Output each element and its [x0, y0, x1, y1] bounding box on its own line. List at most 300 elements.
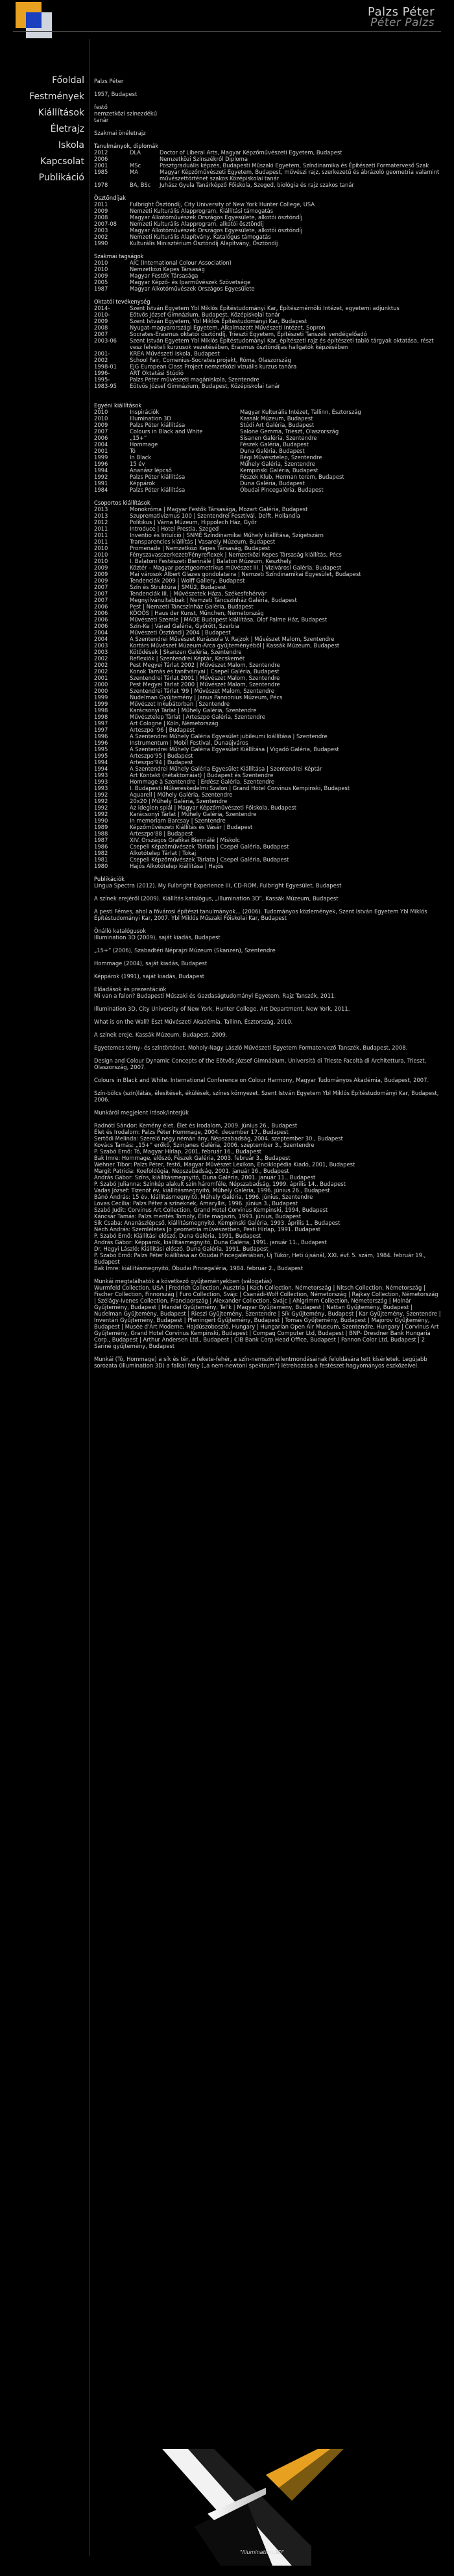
solo-year: 1996	[94, 461, 108, 467]
group-row	[94, 850, 441, 856]
bio-line: Szakmai önéletrajz	[94, 130, 146, 136]
solo-row	[94, 448, 441, 454]
solo-row	[94, 480, 441, 487]
solo-title: 15 év	[130, 461, 145, 467]
solo-venue: Kempinski Galéria, Budapest	[240, 467, 318, 474]
spacer	[94, 188, 441, 195]
sidebar-divider	[89, 39, 90, 2556]
group-desc: Képzőművészeti Kiállítás és Vásár | Budapest	[130, 824, 253, 830]
group-year: 2000	[94, 681, 108, 688]
solo-row	[94, 415, 441, 422]
publication-paragraph: Design and Colour Dynamic Concepts of the Eötvös József Gimnázium, Università di Trieste Facoltà di Architettura, Trieszt, Olaszország, 2007.	[94, 1057, 428, 1070]
group-row	[94, 817, 441, 824]
solo-venue: Duna Galéria, Budapest	[240, 480, 305, 487]
group-year: 1996	[94, 740, 108, 746]
teaching-desc: Szent István Egyetem, Ybl Miklós Építéstudományi Kar, Budapest	[130, 318, 307, 324]
group-row	[94, 525, 441, 532]
grant-row	[94, 221, 441, 227]
group-desc: Hommage à Szentendre | Erdész Galéria, Szentendre	[130, 778, 275, 785]
group-desc: Tendenciák III. | Művészetek Háza, Székesfehérvár	[130, 590, 267, 597]
diploma-degree: MSc	[130, 162, 141, 169]
group-year: 2002	[94, 662, 108, 668]
solo-year: 2007	[94, 428, 108, 435]
grant-desc: Fulbright Ösztöndíj, City University of New York Hunter College, USA	[130, 201, 315, 208]
teaching-row	[94, 350, 441, 357]
site-title-main: Palzs Péter	[368, 5, 435, 19]
diploma-desc: Magyar Képzőművészeti Egyetem, Budapest, művészi rajz, szerkezetű és ábrázoló geometria valamint művészettörténet szakos Középiskolai tanár	[160, 169, 440, 182]
bio-line: 1957, Budapest	[94, 91, 137, 97]
grant-year: 2009	[94, 208, 108, 214]
group-desc: Kötődések | Skanzen Galéria, Szentendre	[130, 649, 242, 655]
group-year: 1997	[94, 720, 108, 727]
spacer	[94, 136, 441, 143]
teaching-row	[94, 357, 441, 363]
teaching-year: 2001-	[94, 350, 110, 357]
diploma-year: 2012	[94, 149, 108, 156]
group-desc: Szupremativizmus 100 | Szentendrei Fesztivál, Delft, Hollandia	[130, 512, 300, 519]
nav-item-paintings[interactable]: Festmények	[29, 91, 84, 102]
teaching-row	[94, 324, 441, 331]
group-row	[94, 538, 441, 545]
grant-year: 2007-08	[94, 221, 117, 227]
group-year: 2002	[94, 668, 108, 675]
bio-line: Palzs Péter	[94, 78, 124, 84]
grant-row	[94, 227, 441, 234]
teaching-desc: Socrates-Erasmus oktatói ösztöndíj, Trieszti Egyetem, Építészeti Tanszék vendégelőadó	[130, 331, 367, 337]
group-desc: Inventio és Intuíció | SNMÉ Színdinamikai Műhely kiállítása, Szigetszárn	[130, 532, 324, 538]
solo-title: Palzs Péter kiállítása	[130, 422, 185, 428]
logo-blue-square	[26, 12, 42, 28]
solo-year: 1999	[94, 454, 108, 461]
group-year: 2007	[94, 584, 108, 590]
spacer	[94, 123, 441, 130]
group-desc: Arteszpo '96 | Budapest	[130, 727, 195, 733]
group-row	[94, 584, 441, 590]
group-row	[94, 759, 441, 765]
group-year: 1993	[94, 778, 108, 785]
teaching-row	[94, 363, 441, 370]
group-row	[94, 765, 441, 772]
group-desc: Pest Megyei Tárlat 2002 | Művészet Malom, Szentendre	[130, 662, 280, 668]
group-row	[94, 798, 441, 804]
solo-year: 2001	[94, 448, 108, 454]
diploma-row	[94, 182, 441, 188]
spacer	[94, 1012, 441, 1018]
membership-year: 2010	[94, 266, 108, 272]
diploma-degree	[130, 156, 160, 162]
group-desc: Monokróma | Magyar Festők Társasága, Mozart Galéria, Budapest	[130, 506, 308, 512]
membership-year: 1987	[94, 285, 108, 292]
group-year: 2007	[94, 590, 108, 597]
group-desc: Művésztelep Tárlat | Arteszpo Galéria, Szentendre	[130, 714, 265, 720]
bio-line: tanár	[94, 117, 109, 123]
group-desc: Aquarell | Műhely Galéria, Szentendre	[130, 791, 233, 798]
diploma-row	[94, 169, 441, 182]
group-row	[94, 649, 441, 655]
group-year: 2000	[94, 688, 108, 694]
solo-venue: Régi Művésztelep, Szentendre	[240, 454, 322, 461]
group-year: 1998	[94, 714, 108, 720]
group-desc: Karácsonyi Tárlat | Műhely Galéria, Szentendre	[130, 707, 257, 714]
group-row	[94, 655, 441, 662]
group-row	[94, 733, 441, 740]
publication-paragraph: Radnóti Sándor: Kemény élet. Élet és Irodalom, 2009. június 26., Budapest Élet és Irodalom: Palzs Péter Hommage, 2004. december 17., Budapest Sertődi Melinda: Szerelő négy némán ány, Népszabadság, 2004. szeptember 30., Budapest Kovács Tamás: „15+” erőkő, Szinjanes Galéria, 2006. szeptember 3., Szentendre P. Szabó Ernő: Tó, Magyar Hírlap, 2001. február 16., Budapest Bak Imre: Hommage, előszó, Fészek Galéria, 2003. február 3., Budapest Wehner Tibor: Palzs Péter, festő, Magyar Művészet Lexikon, Enciklopédia Kiadó, 2001, Budapest Margit Patricia: Koefoldógia, Népszabadság, 2001. január 16., Budapest András Gábor: Színs, kiállításmegnyitó, Duna Galéria, 2001. január 11., Budapest P. Szabó Julianna: Színkép alakult szín háromféle, Népszabadság, 1999. április 14., Budapest Vadas József: Tizenöt év, kiállításmegnyitó, Műhely Galéria, 1996. június 26., Budapest Bánó András: 15 év, kiállításmegnyitó, Műhely Galéria, 1996. június, Szentendre Lovas Cecília: Palzs Péter a színeknek, Amaryllis, 1996. június 3., Budapest Szabó Judit: Corvinus Art Collection, Grand Hotel Corvinus Kempinski, 1994, Budapest Káncsár Tamás: Palzs mentés Tomoly, Élite magazin, 1993. június, Budapest Sík Csaba: Ananászlépcső, kiállításmegnyitó, Kempinski Galéria, 1993. április 1., Budapest Néch András: Szemléletes Jo geometria művészetben, Pesti Hírlap, 1991. Budapest P. Szabó Ernő: Kiállítási előszó, Duna Galéria, 1991, Budapest András Gábor: Képpárok, kiállításmegnyitó, Duna Galéria, 1991. január 11., Budapest Dr. Hegyi László: Kiállítási előszó, Duna Galéria, 1991. Budapest P. Szabó Ernő: Palzs Péter kiállítása az Óbudai Pincegalériában, Új Tükör, Heti újsánál, XXI. évf. 5. szám, 1984. február 19., Budapest Bak Imre: kiállításmegnyitó, Óbudai Pincegaléria, 1984. február 2., Budapest	[94, 1122, 426, 1271]
teaching-year: 2002	[94, 357, 108, 363]
group-desc: Szín és Struktúra | SMÜ2, Budapest	[130, 584, 226, 590]
diploma-year: 2006	[94, 156, 108, 162]
diploma-desc: Juhász Gyula Tanárképző Főiskola, Szeged, biológia és rajz szakos tanár	[160, 182, 354, 188]
solo-venue: Salone Gemma, Trieszt, Olaszország	[240, 428, 339, 435]
group-row	[94, 688, 441, 694]
group-year: 2003	[94, 649, 108, 655]
group-row	[94, 811, 441, 817]
group-year: 1982	[94, 850, 108, 856]
group-desc: Fényszavasszerkezet/Fényreflexek | Nemzetközi Kepes Társaság kiállítás, Pécs	[130, 551, 342, 558]
solo-venue: Duna Galéria, Budapest	[240, 448, 305, 454]
group-year: 1997	[94, 727, 108, 733]
solo-title: In Black	[130, 454, 152, 461]
grant-row	[94, 208, 441, 214]
group-year: 1998	[94, 707, 108, 714]
nav-item-biography[interactable]: Életrajz	[50, 124, 84, 134]
solo-row	[94, 487, 441, 493]
diploma-row	[94, 149, 441, 156]
solo-year: 2009	[94, 422, 108, 428]
spacer	[94, 292, 441, 298]
spacer	[94, 1271, 441, 1278]
group-year: 2010	[94, 551, 108, 558]
group-row	[94, 636, 441, 642]
membership-desc: AIC (International Colour Association)	[130, 259, 232, 266]
group-year: 1996	[94, 733, 108, 740]
group-desc: Transparencies kiállítás | Vasarely Múzeum, Budapest	[130, 538, 276, 545]
group-desc: Mai városok Albert Glazes gondolataira | Nemzeti Színdinamikai Egyesület, Budapest	[130, 571, 361, 577]
solo-venue: Óbudai Pincegaléria, Budapest	[240, 487, 324, 493]
group-desc: Művészet Inkubátorban | Szentendre	[130, 701, 230, 707]
site-title-sub: Péter Palzs	[370, 16, 435, 29]
membership-row	[94, 259, 441, 266]
group-year: 2011	[94, 532, 108, 538]
section-title-group: Csoportos kiállítások	[94, 500, 150, 506]
group-year: 2004	[94, 629, 108, 636]
group-row	[94, 856, 441, 863]
teaching-year: 2007	[94, 331, 108, 337]
group-row	[94, 772, 441, 778]
group-row	[94, 603, 441, 610]
group-row	[94, 597, 441, 603]
group-row	[94, 506, 441, 512]
solo-venue: Kassák Múzeum, Budapest	[240, 415, 313, 422]
diploma-year: 2001	[94, 162, 108, 169]
solo-title: Tó	[130, 448, 136, 454]
grant-row	[94, 214, 441, 221]
solo-year: 2004	[94, 441, 108, 448]
group-row	[94, 681, 441, 688]
group-row	[94, 545, 441, 551]
group-year: 2006	[94, 623, 108, 629]
grant-year: 2011	[94, 201, 108, 208]
diploma-year: 1978	[94, 182, 108, 188]
diploma-row	[94, 162, 441, 169]
spacer	[94, 1051, 441, 1057]
solo-year: 2010	[94, 415, 108, 422]
main-nav	[0, 73, 84, 186]
diploma-degree: BA, BSc	[130, 182, 151, 188]
publication-paragraph: Hommage (2004), saját kiadás, Budapest	[94, 960, 208, 967]
diploma-year: 1985	[94, 169, 108, 175]
teaching-desc: Szent István Egyetem Ybl Miklós Építéstudományi Kar, Építészmérnöki Intézet, egyetemi adjunktus	[130, 305, 400, 311]
publication-paragraph: Colours in Black and White. International Conference on Colour Harmony, Magyar Tudományos Akadémia, Budapest, 2007.	[94, 1077, 429, 1083]
group-row	[94, 675, 441, 681]
group-year: 1992	[94, 798, 108, 804]
group-year: 1999	[94, 701, 108, 707]
section-title-grant: Ösztöndíjak	[94, 195, 126, 201]
group-year: 1993	[94, 772, 108, 778]
teaching-row	[94, 370, 441, 376]
group-row	[94, 512, 441, 519]
spacer	[94, 967, 441, 973]
solo-year: 1984	[94, 487, 108, 493]
group-year: 2013	[94, 506, 108, 512]
publication-paragraph: Önálló katalógusok Illumination 3D (2009), saját kiadás, Budapest	[94, 928, 221, 941]
nav-item-home[interactable]: Főoldal	[52, 75, 84, 86]
group-desc: Art Cologne | Köln, Németország	[130, 720, 219, 727]
group-desc: Arteszpo'94 | Budapest	[130, 759, 193, 765]
group-row	[94, 558, 441, 564]
group-year: 2006	[94, 603, 108, 610]
group-row	[94, 642, 441, 649]
teaching-desc: EJG European Class Project nemzetközi vizuális kurzus tanára	[130, 363, 297, 370]
group-desc: Művészeti Szemle | MAOE Budapest kiállítása, Olof Palme Ház, Budapest	[130, 616, 328, 623]
spacer	[94, 869, 441, 876]
group-row	[94, 837, 441, 843]
spacer	[94, 247, 441, 253]
group-year: 2009	[94, 564, 108, 571]
section-title-publications: Publikációk	[94, 876, 125, 882]
publication-paragraph: Munkáról megjelent írások/interjúk	[94, 1109, 189, 1116]
solo-title: Palzs Péter kiállítása	[130, 487, 185, 493]
teaching-year: 2010-	[94, 311, 110, 318]
artwork-caption: "Illumination 3D"	[240, 2549, 285, 2555]
section-title-membership: Szakmai tagságok	[94, 253, 144, 259]
diploma-desc: Nemzetközi Színszékről Diploma	[160, 156, 248, 162]
group-year: 1992	[94, 804, 108, 811]
publication-paragraph: A színek ereje. Kassák Múzeum, Budapest, 2009.	[94, 1031, 228, 1038]
group-row	[94, 668, 441, 675]
group-row	[94, 577, 441, 584]
group-row	[94, 714, 441, 720]
grant-desc: Nemzeti Kulturális Alapprogram, alkotói ösztöndíj	[130, 221, 264, 227]
group-row	[94, 740, 441, 746]
group-year: 2013	[94, 512, 108, 519]
teaching-year: 2003-06	[94, 337, 117, 344]
group-year: 1987	[94, 837, 108, 843]
group-row	[94, 701, 441, 707]
group-desc: XIV. Országos Grafikai Biennálé | Miskolc	[130, 837, 240, 843]
section-title-solo: Egyéni kiállítások	[94, 402, 142, 409]
group-year: 1992	[94, 811, 108, 817]
group-year: 2009	[94, 577, 108, 584]
group-year: 2011	[94, 525, 108, 532]
group-desc: I. Balatoni Festészeti Biennálé | Balaton Múzeum, Keszthely	[130, 558, 292, 564]
site-logo[interactable]	[16, 2, 52, 38]
publication-paragraph: Szín-bölcs (szín)látás, élesítések, ékülések, színes környezet. Szent István Egyetem Ybl Miklós Építéstudományi Kar, Budapest, 2006.	[94, 1090, 441, 1103]
group-year: 1980	[94, 863, 108, 869]
membership-row	[94, 285, 441, 292]
group-row	[94, 791, 441, 798]
group-desc: A Szentendrei Művészet Kurázsola V. Rajzok | Művészet Malom, Szentendre	[130, 636, 335, 642]
group-row	[94, 778, 441, 785]
group-row	[94, 616, 441, 623]
teaching-desc: Palzs Péter művészeti magániskola, Szentendre	[130, 376, 259, 383]
spacer	[94, 1038, 441, 1044]
artwork-illumination-3d	[117, 2449, 428, 2566]
group-desc: Kortárs Művészet Múzeum-Arca gyűjteményéből | Kassák Múzeum, Budapest	[130, 642, 340, 649]
group-row	[94, 694, 441, 701]
grant-row	[94, 240, 441, 247]
group-year: 1995	[94, 746, 108, 752]
spacer	[94, 889, 441, 895]
publication-paragraph: A színek erejéről (2009). Kiállítás katalógus, „Illumination 3D”, Kassák Múzeum, Budapest	[94, 895, 339, 902]
group-desc: Alkotótelep Tárlat | Tokaj	[130, 850, 197, 856]
group-year: 1988	[94, 830, 108, 837]
group-desc: Csepeli Képzőművészek Tárlata | Csepel Galéria, Budapest	[130, 843, 289, 850]
artwork-image	[117, 2449, 428, 2566]
diploma-desc: Posztgraduális képzés, Budapesti Műszaki Egyetem, Színdinamika és Építészeti Formaterveső Szak	[160, 162, 429, 169]
group-year: 1981	[94, 856, 108, 863]
nav-item-publications[interactable]: Publikáció	[38, 173, 84, 183]
publication-paragraph: Egyetemes térny- és színtörténet, Moholy-Nagy László Művészeti Egyetem Formatervező Tanszék, Budapest, 2008.	[94, 1044, 408, 1051]
spacer	[94, 1116, 441, 1122]
group-desc: Megnyilvánultabbak | Nemzeti Táncszínház Galéria, Budapest	[130, 597, 297, 603]
solo-year: 1992	[94, 474, 108, 480]
group-desc: Karácsonyi Tárlat | Műhely Galéria, Szentendre	[130, 811, 257, 817]
teaching-year: 1983-95	[94, 383, 117, 389]
solo-title: „15+”	[130, 435, 147, 441]
group-desc: Arteszpo'88 | Budapest	[130, 830, 193, 837]
group-year: 1999	[94, 694, 108, 701]
spacer	[94, 1025, 441, 1031]
membership-year: 2005	[94, 279, 108, 285]
group-desc: A Szentendrei Műhely Galéria Egyesület Kiállítása | Vigadó Galéria, Budapest	[130, 746, 339, 752]
solo-year: 2010	[94, 409, 108, 415]
spacer	[94, 1369, 441, 1375]
publication-paragraph: Lingua Spectra (2012). My Fulbright Experience III, CD-ROM, Fulbright Egyesület, Budapest	[94, 882, 342, 889]
diploma-degree: MA	[130, 169, 138, 175]
group-year: 2010	[94, 545, 108, 551]
group-desc: A Szentendrei Műhely Galéria Egyesület jubileumi kiállítása | Szentendre	[130, 733, 328, 740]
group-row	[94, 571, 441, 577]
grant-year: 2003	[94, 227, 108, 234]
solo-title: Ananász lépcső	[130, 467, 172, 474]
group-year: 2009	[94, 571, 108, 577]
solo-venue: Magyar Kulturális Intézet, Tallinn, Észtország	[240, 409, 361, 415]
teaching-desc: KREA Művészeti Iskola, Budapest	[130, 350, 220, 357]
group-desc: Csepeli Képzőművészek Tárlata | Csepel Galéria, Budapest	[130, 856, 289, 863]
group-desc: Pest Megyei Tárlat 2000 | Művészet Malom, Szentendre	[130, 681, 280, 688]
solo-row	[94, 441, 441, 448]
solo-row	[94, 461, 441, 467]
group-desc: Politikus | Várna Múzeum, Hippolech Ház, Győr	[130, 519, 257, 525]
group-desc: Arteszpo'95 | Budapest	[130, 752, 193, 759]
solo-title: Hommage	[130, 441, 158, 448]
nav-item-school[interactable]: Iskola	[58, 140, 84, 150]
section-title-teaching: Oktatói tevékenység	[94, 298, 150, 305]
membership-desc: Magyar Képző- és Iparművészek Szövetsége	[130, 279, 251, 285]
teaching-year: 1998-01	[94, 363, 117, 370]
solo-venue: Fészek Galéria, Budapest	[240, 441, 309, 448]
spacer	[94, 902, 441, 908]
spacer	[94, 1103, 441, 1109]
teaching-desc: School Fair, Comenius-Socrates projekt, Róma, Olaszország	[130, 357, 291, 363]
group-desc: Instrumentum | Mobil Festival, Dunaújváros	[130, 740, 248, 746]
teaching-desc: Eötvös József Gimnázium, Budapest, Középiskolai tanár	[130, 383, 280, 389]
group-desc: Köztér – Magyar posztgeometrikus művészet III. | Vizivárosi Galéria, Budapest	[130, 564, 342, 571]
membership-year: 2010	[94, 259, 108, 266]
grant-year: 2008	[94, 214, 108, 221]
group-desc: Szentendrei Tárlat 2001 | Művészet Malom, Szentendre	[130, 675, 280, 681]
grant-desc: Magyar Alkotóművészek Országos Egyesülete, alkotói ösztöndíj	[130, 214, 303, 221]
teaching-desc: Nyugat-magyarországi Egyetem, Alkalmazott Művészeti Intézet, Sopron	[130, 324, 326, 331]
publication-paragraph: A pesti Fémes, ahol a fővárosi építészi tanulmányok... (2006). Tudományos közlemények, Szent István Egyetem Ybl Miklós Építéstudományi Kar, 2007. Ybl Miklós Műszaki Főiskolai Kar, Budapest	[94, 908, 429, 921]
spacer	[94, 1349, 441, 1356]
teaching-desc: Eötvös József Gimnázium, Budapest, Középiskolai tanár	[130, 311, 280, 318]
spacer	[94, 954, 441, 960]
nav-item-exhibitions[interactable]: Kiállítások	[38, 108, 84, 118]
group-year: 2007	[94, 597, 108, 603]
group-row	[94, 610, 441, 616]
teaching-row	[94, 337, 441, 350]
group-year: 2002	[94, 655, 108, 662]
group-row	[94, 746, 441, 752]
group-row	[94, 707, 441, 714]
grant-year: 2002	[94, 234, 108, 240]
membership-desc: Magyar Festők Társasága	[130, 272, 198, 279]
group-desc: Az ideglen spiál | Magyar Képzőművészeti Főiskola, Budapest	[130, 804, 297, 811]
bio-line: festő	[94, 104, 108, 110]
group-year: 2004	[94, 636, 108, 642]
spacer	[94, 921, 441, 928]
teaching-row	[94, 305, 441, 311]
publication-paragraph: Előadások és prezentációk Mi van a falon? Budapesti Műszaki és Gazdaságtudományi Egyetem, Rajz Tanszék, 2011.	[94, 986, 336, 999]
group-desc: Pest | Nemzeti Táncszínház Galéria, Budapest	[130, 603, 254, 610]
group-year: 1990	[94, 817, 108, 824]
solo-row	[94, 428, 441, 435]
solo-title: Képpárok	[130, 480, 156, 487]
group-desc: Art Kontakt (nétaktorráiat) | Budapest és Szentendre	[130, 772, 274, 778]
spacer	[94, 941, 441, 947]
spacer	[94, 389, 441, 396]
grant-row	[94, 201, 441, 208]
nav-item-contact[interactable]: Kapcsolat	[40, 156, 84, 167]
membership-row	[94, 266, 441, 272]
teaching-desc: Szent István Egyetem Ybl Miklós Építéstudományi Kar, építészeti rajz és építészeti tabló tárgyak oktatása, részt vesz felvételi kurzusok vezetésében, Erasmus ösztöndíjas hallgatók képzésében	[130, 337, 434, 350]
group-desc: Konok Tamás és tanítványai | Csepel Galéria, Budapest	[130, 668, 280, 675]
group-desc: In memoriam Barcsay | Szentendre	[130, 817, 226, 824]
group-desc: 20x20 | Műhely Galéria, Szentendre	[130, 798, 228, 804]
diploma-degree: DLA	[130, 149, 141, 156]
group-row	[94, 752, 441, 759]
group-row	[94, 863, 441, 869]
membership-desc: Magyar Alkotóművészek Országos Egyesülete	[130, 285, 255, 292]
group-desc: Reflexiók | Szentendrei Képtár, Kecskemét	[130, 655, 245, 662]
group-year: 1995	[94, 752, 108, 759]
group-row	[94, 623, 441, 629]
group-row	[94, 727, 441, 733]
membership-year: 2009	[94, 272, 108, 279]
publication-paragraph: Illumination 3D, City University of New York, Hunter College, Art Department, New York, 2011.	[94, 1005, 350, 1012]
diploma-desc: Doctor of Liberal Arts, Magyar Képzőművészeti Egyetem, Budapest	[160, 149, 342, 156]
